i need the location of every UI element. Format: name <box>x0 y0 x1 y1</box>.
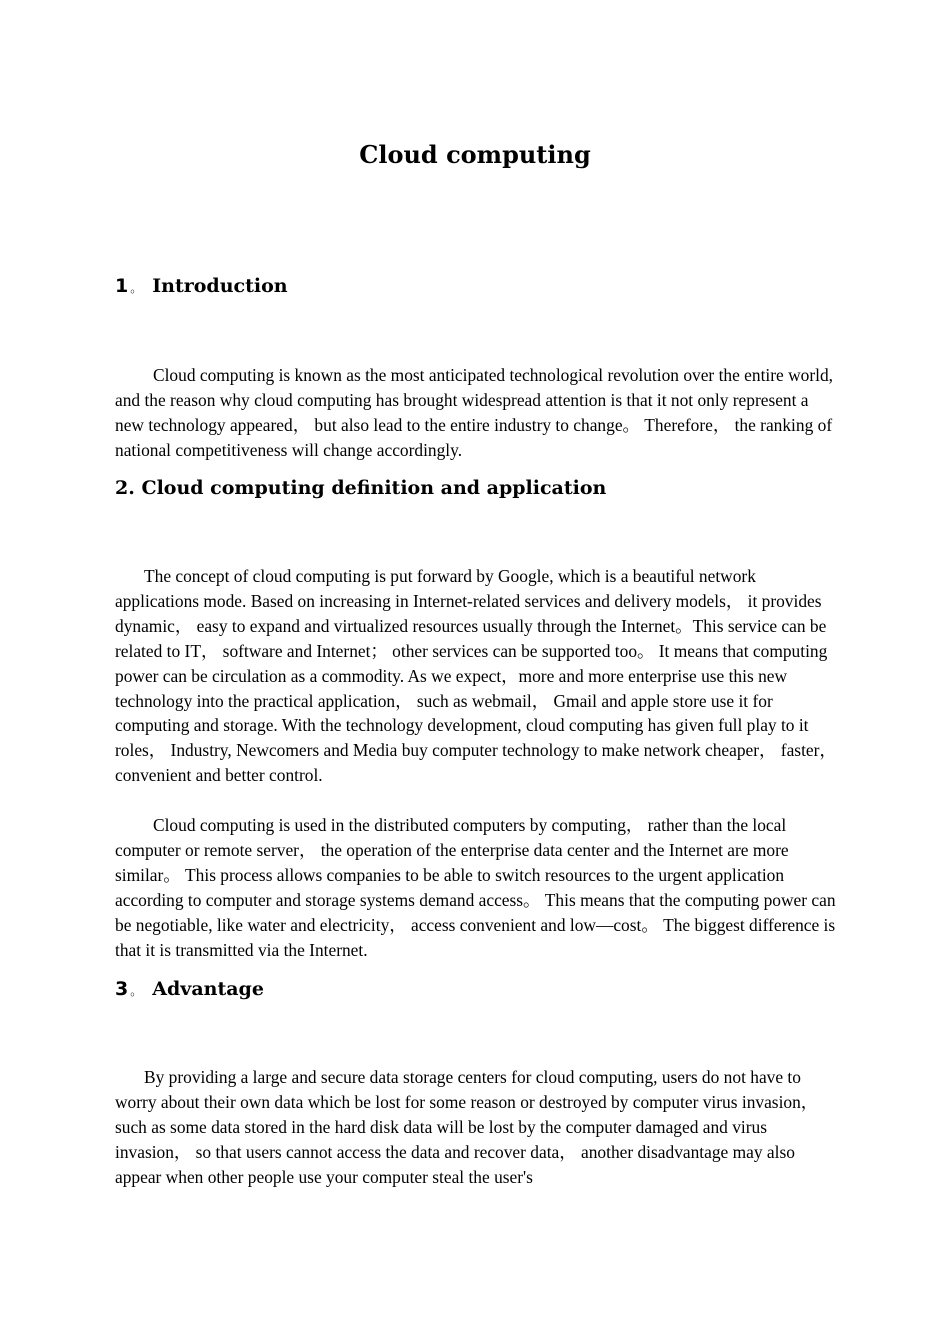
section-title: 2. Cloud computing definition and application <box>115 477 607 499</box>
section-separator: 。 <box>130 984 143 998</box>
section-number: 1 <box>115 275 129 297</box>
document-title: Cloud computing <box>359 140 591 169</box>
section-3-paragraph-1: By providing a large and secure data storage centers for cloud computing, users do not have to worry about their own data which be lost for some reason or destroyed by computer virus invasion， such as some data stored in the hard disk data will be lost by the computer damaged and virus invasion， so that users cannot access the data and recover data， another disadvantage may also appear when other people use your computer steal the user's <box>115 1067 819 1187</box>
section-2-paragraph-1: The concept of cloud computing is put forward by Google, which is a beautiful network applications mode. Based on increasing in Internet-related services and delivery models， it provides dynamic， easy to expand and virtualized resources usually through the Internet。This service can be related to IT， software and Internet； other services can be supported too。 It means that computing power can be circulation as a commodity. As we expect，more and more enterprise use this new technology into the practical application， such as webmail， Gmail and apple store use it for computing and storage. With the technology development, cloud computing has given full play to it roles， Industry, Newcomers and Media buy computer technology to make network cheaper， faster， convenient and better control. <box>115 566 837 786</box>
section-2-paragraph-2: Cloud computing is used in the distributed computers by computing， rather than the local computer or remote server， the operation of the enterprise data center and the Internet are more similar。 This process allows companies to be able to switch resources to the urgent application according to computer and storage systems demand access。 This means that the computing power can be negotiable, like water and electricity， access convenient and low—cost。 The biggest difference is that it is transmitted via the Internet. <box>115 815 836 960</box>
section-3-heading <box>115 976 264 1004</box>
section-2-heading <box>115 475 606 501</box>
section-number: 3 <box>115 978 129 1000</box>
section-1-paragraph-1: Cloud computing is known as the most anticipated technological revolution over the entire world, and the reason why cloud computing has brought widespread attention is that it not only represent a new technology appeared， but also lead to the entire industry to change。 Therefore， the ranking of national competitiveness will change accordingly. <box>115 365 834 460</box>
section-title: Introduction <box>152 275 288 297</box>
section-title: Advantage <box>152 978 264 1000</box>
section-1-heading <box>115 273 288 301</box>
section-separator: 。 <box>130 281 143 295</box>
